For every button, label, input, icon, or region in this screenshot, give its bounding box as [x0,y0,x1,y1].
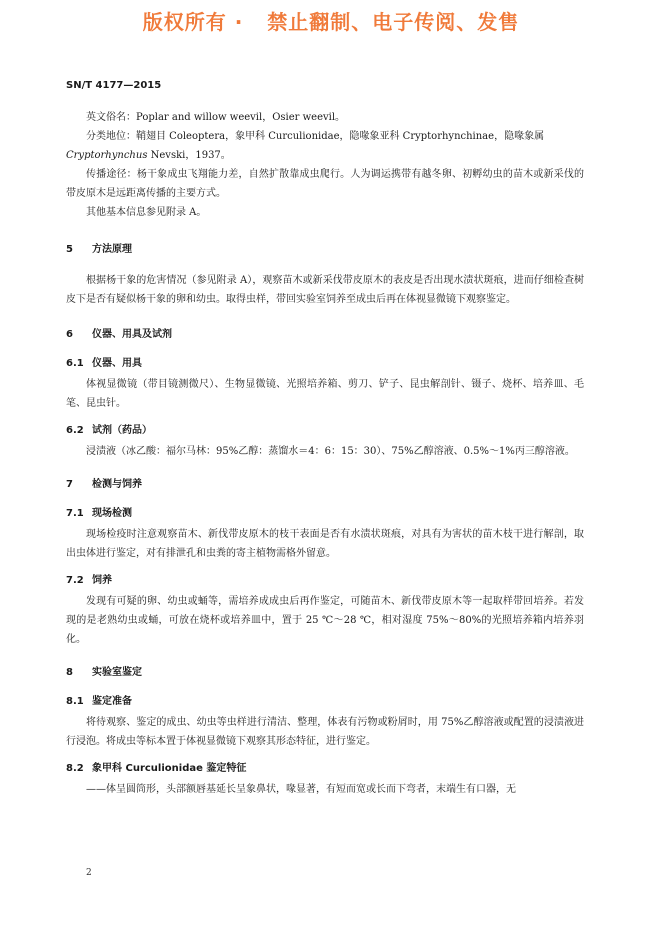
section-7-2-title: 饲养 [92,575,112,586]
document-body [66,100,584,799]
section-7-1-title: 现场检测 [92,508,132,519]
genus-name: Cryptorhynchus [66,150,148,161]
classification-paragraph [66,127,584,146]
section-6-2-heading [66,421,584,436]
section-6-2-number: 6.2 [66,425,84,436]
section-7-1-heading [66,504,584,519]
section-8-2-number: 8.2 [66,763,84,774]
section-7-1-body: 现场检疫时注意观察苗木、新伐带皮原木的枝干表面是否有水渍状斑痕，对具有为害状的苗木枝干进行解剖，取出虫体进行鉴定，对有排泄孔和虫粪的寄主植物需格外留意。 [66,529,584,559]
section-6-1-body: 体视显微镜（带目镜测微尺）、生物显微镜、光照培养箱、剪刀、铲子、昆虫解剖针、镊子、烧杯、培养皿、毛笔、昆虫针。 [66,379,584,409]
section-8-1-heading [66,692,584,707]
genus-author: Nevski，1937。 [147,150,231,161]
section-6-number: 6 [66,329,73,340]
section-7-title: 检测与饲养 [92,479,142,490]
section-8-number: 8 [66,667,73,678]
section-5-title: 方法原理 [92,244,132,255]
section-6-heading [66,325,584,340]
transmission-paragraph: 传播途径：杨干象成虫飞翔能力差，自然扩散靠成虫爬行。人为调运携带有越冬卵、初孵幼虫的苗木或新采伐的带皮原木是远距离传播的主要方式。 [66,169,584,199]
section-6-2-title: 试剂（药品） [92,425,152,436]
section-7-2-number: 7.2 [66,575,84,586]
section-8-heading [66,663,584,678]
section-6-1-number: 6.1 [66,358,84,369]
section-8-title: 实验室鉴定 [92,667,142,678]
section-8-1-number: 8.1 [66,696,84,707]
section-6-2-body: 浸渍液（冰乙酸：福尔马林：95%乙醇：蒸馏水＝4：6：15：30）、75%乙醇溶液、0.5%～1%丙三醇溶液。 [86,446,575,457]
section-7-1-number: 7.1 [66,508,84,519]
section-7-2-body: 发现有可疑的卵、幼虫或蛹等，需培养成成虫后再作鉴定，可随苗木、新伐带皮原木等一起取样带回培养。若发现的是老熟幼虫或蛹，可放在烧杯或培养皿中，置于 25 ℃～28 ℃，相对湿度 75%～80%的光照培养箱内培养羽化。 [66,596,584,645]
section-6-1-heading [66,354,584,369]
other-info-paragraph: 其他基本信息参见附录 A。 [86,207,207,218]
section-8-1-body: 将待观察、鉴定的成虫、幼虫等虫样进行清洁、整理，体表有污物或粉屑时，用 75%乙醇溶液或配置的浸渍液进行浸泡。将成虫等标本置于体视显微镜下观察其形态特征，进行鉴定。 [66,717,584,747]
section-7-heading [66,475,584,490]
section-5-number: 5 [66,244,73,255]
english-name-paragraph: 英文俗名：Poplar and willow weevil，Osier weevil。 [86,112,346,123]
watermark-banner: 版权所有 · 禁止翻制、电子传阅、发售 [142,10,520,34]
classification-continuation [66,146,584,165]
page-number: 2 [86,868,92,878]
section-5-body: 根据杨干象的危害情况（参见附录 A），观察苗木或新采伐带皮原木的表皮是否出现水渍状斑痕，进而仔细检查树皮下是否有疑似杨干象的卵和幼虫。取得虫样，带回实验室饲养至成虫后再在体视显微镜下观察鉴定。 [66,275,584,305]
section-8-2-title: 象甲科 Curculionidae 鉴定特征 [92,763,247,774]
section-6-1-title: 仪器、用具 [92,358,142,369]
section-8-2-heading [66,759,584,774]
standard-code: SN/T 4177—2015 [66,80,162,91]
section-6-title: 仪器、用具及试剂 [92,329,172,340]
section-8-1-title: 鉴定准备 [92,696,132,707]
section-7-2-heading [66,571,584,586]
section-5-heading [66,240,584,255]
classification-text: 分类地位：鞘翅目 Coleoptera，象甲科 Curculionidae，隐喙象亚科 Cryptorhynchinae，隐喙象属 [86,131,545,142]
section-7-number: 7 [66,479,73,490]
section-8-2-body: ——体呈圆筒形，头部额唇基延长呈象鼻状，喙显著，有短而宽或长而下弯者，末端生有口器，无 [86,784,516,795]
